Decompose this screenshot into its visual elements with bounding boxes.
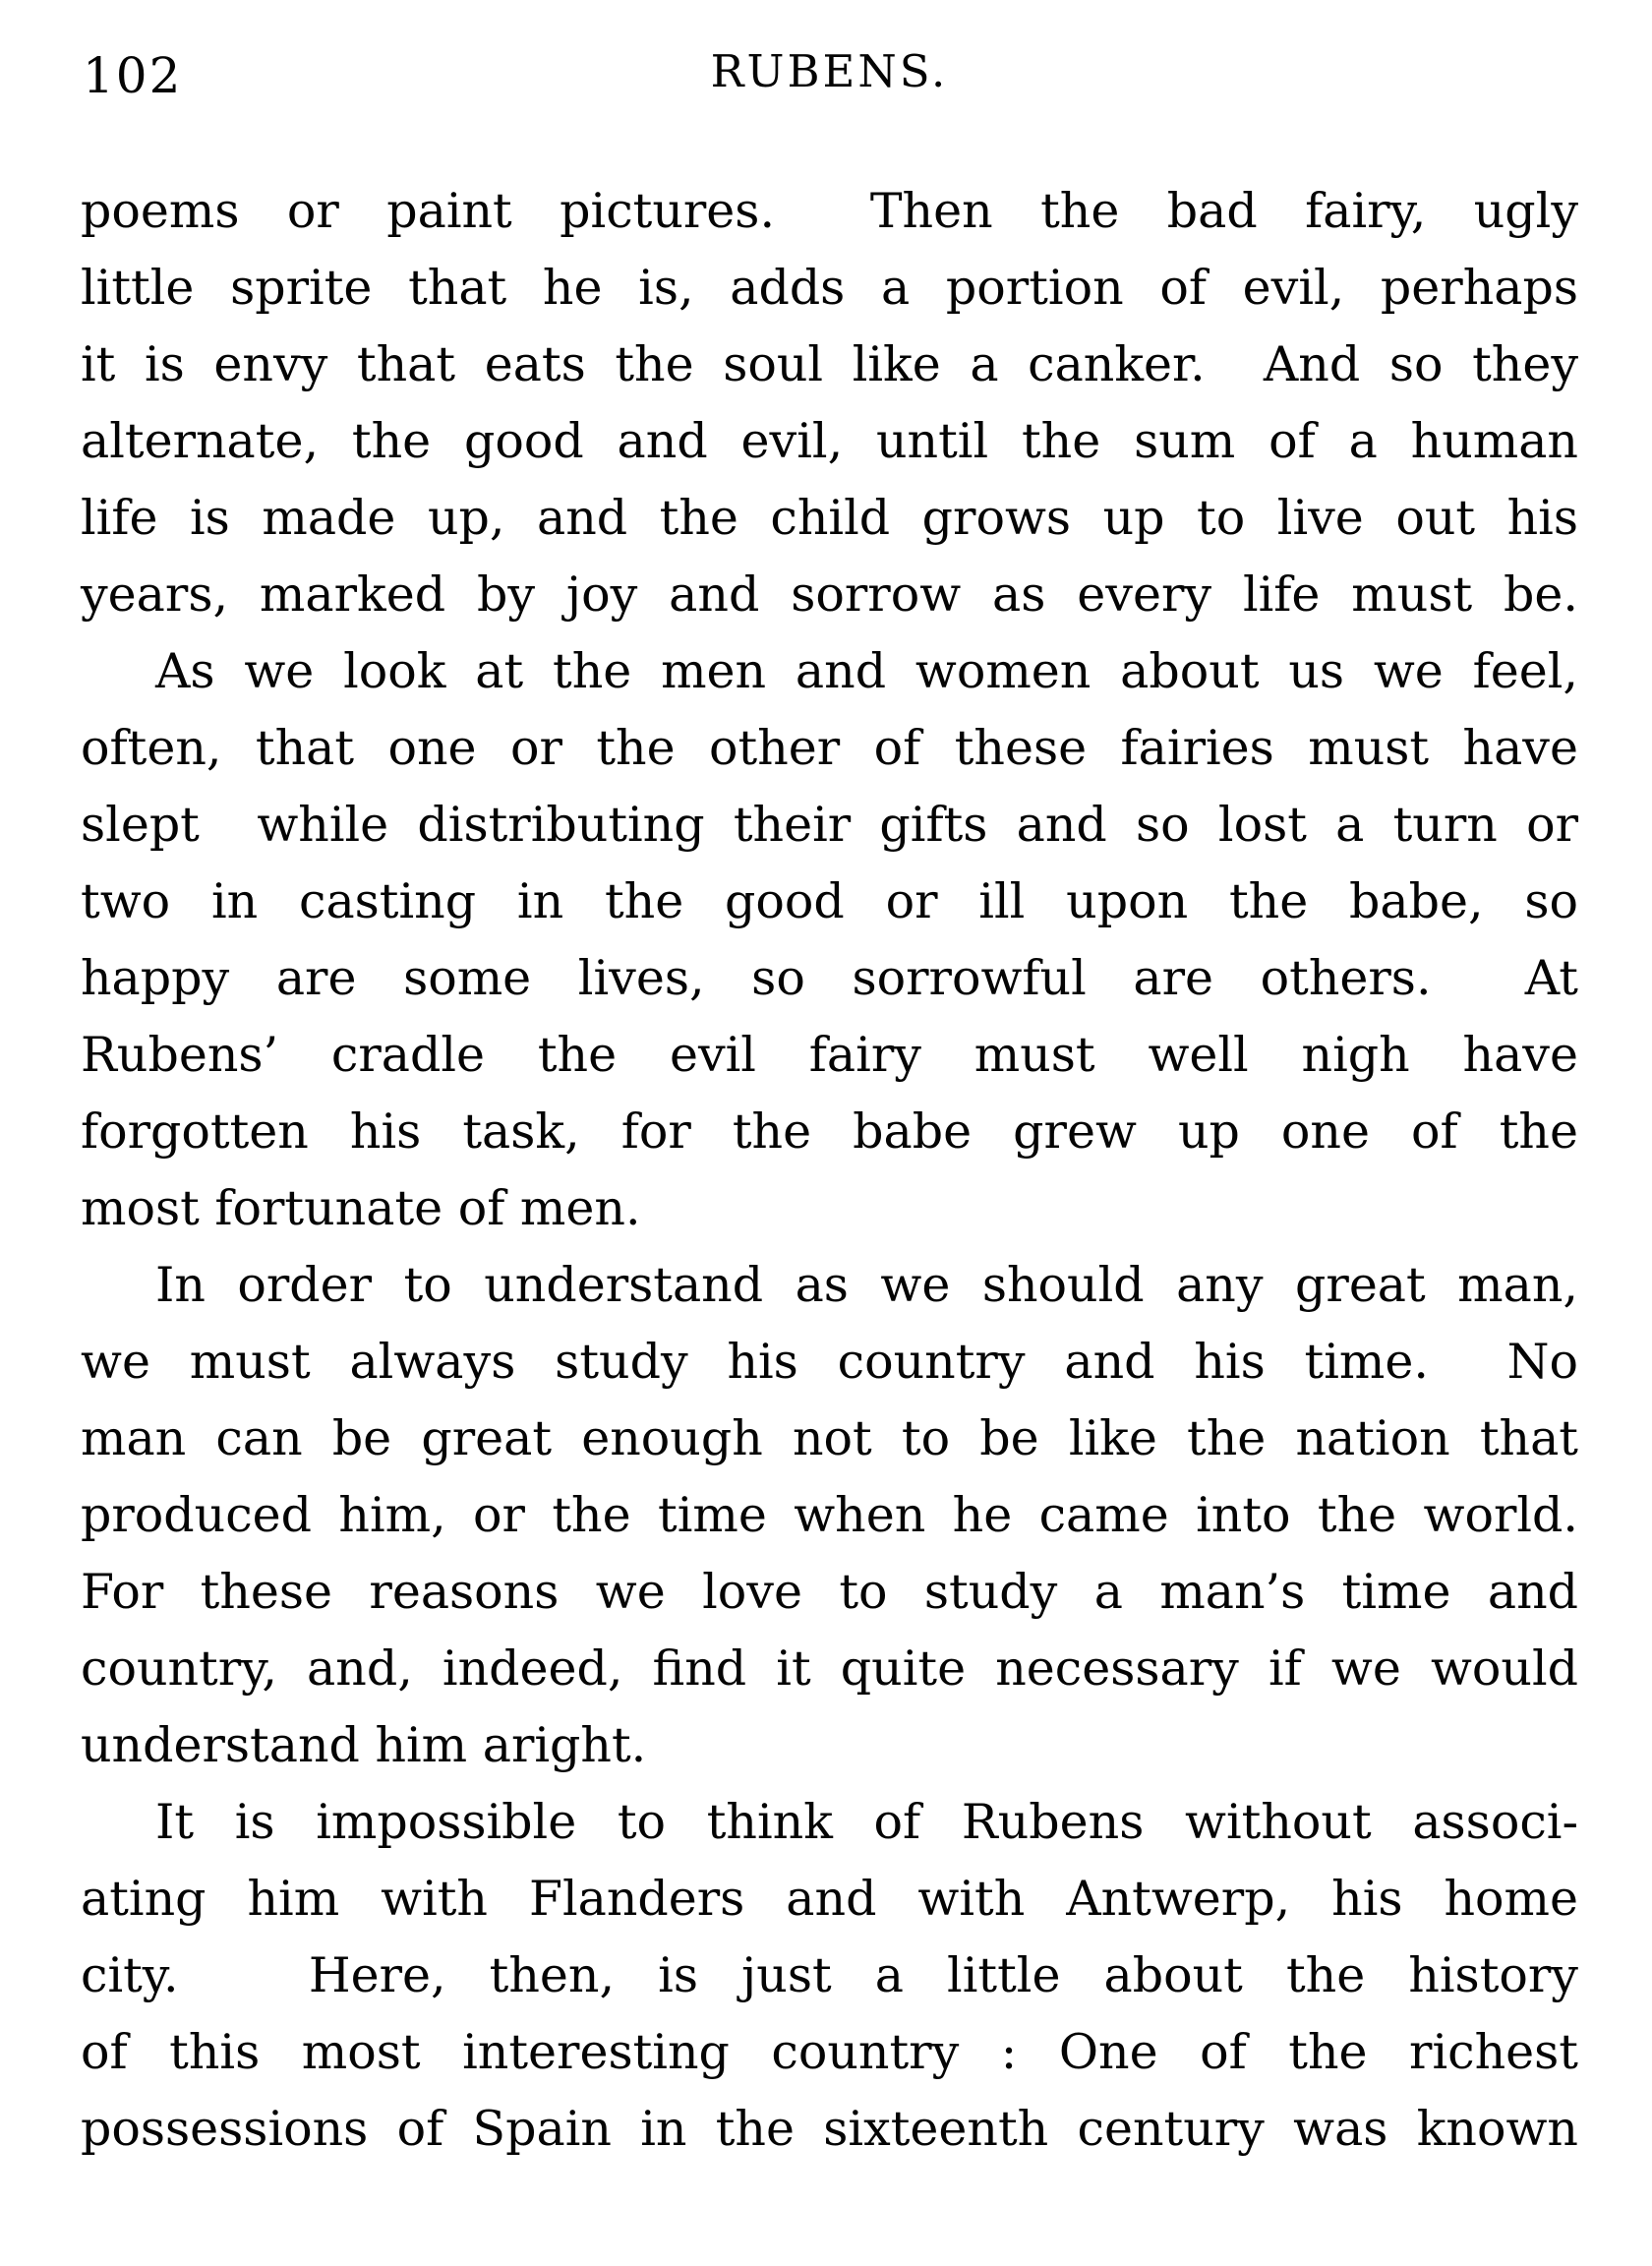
text-line: alternate, the good and evil, until the sum of a human [81, 413, 1578, 469]
text-line: little sprite that he is, adds a portion of evil, perhaps [81, 260, 1578, 316]
text-line: understand him aright. [81, 1717, 647, 1773]
text-line: Rubens’ cradle the evil fairy must well nigh have [81, 1027, 1578, 1083]
text-line: country, and, indeed, find it quite necessary if we would [81, 1640, 1578, 1697]
text-line: city. Here, then, is just a little about the history [81, 1947, 1578, 2003]
text-line: forgotten his task, for the babe grew up one of the [81, 1103, 1578, 1160]
paragraph [81, 633, 1578, 1247]
text-line: two in casting in the good or ill upon the babe, so [81, 873, 1578, 929]
paragraph [81, 1784, 1578, 2168]
text-line: It is impossible to think of Rubens without associ- [155, 1794, 1578, 1850]
text-line: ating him with Flanders and with Antwerp, his home [81, 1871, 1578, 1927]
body-text [81, 173, 1578, 2168]
paragraph [81, 173, 1578, 633]
text-line: In order to understand as we should any great man, [155, 1257, 1578, 1313]
paragraph [81, 1247, 1578, 1784]
text-line: life is made up, and the child grows up to live out his [81, 490, 1578, 546]
text-line: As we look at the men and women about us we feel, [155, 643, 1578, 699]
text-line: we must always study his country and his time. No [81, 1334, 1578, 1390]
text-line: often, that one or the other of these fairies must have [81, 720, 1578, 776]
text-line: happy are some lives, so sorrowful are others. At [81, 950, 1578, 1006]
page-number: 102 [83, 47, 183, 104]
text-line: of this most interesting country : One of the richest [81, 2024, 1578, 2080]
text-line: it is envy that eats the soul like a canker. And so they [81, 336, 1578, 392]
text-line: slept while distributing their gifts and so lost a turn or [81, 797, 1578, 853]
text-line: produced him, or the time when he came into the world. [81, 1487, 1578, 1543]
text-line: most fortunate of men. [81, 1180, 641, 1236]
text-line: poems or paint pictures. Then the bad fairy, ugly [81, 183, 1578, 239]
running-head: RUBENS. [710, 45, 949, 97]
text-line: For these reasons we love to study a man’s time and [81, 1564, 1578, 1620]
text-line: man can be great enough not to be like the nation that [81, 1410, 1578, 1466]
text-line: years, marked by joy and sorrow as every life must be. [81, 566, 1578, 623]
text-line: possessions of Spain in the sixteenth century was known [81, 2101, 1578, 2157]
